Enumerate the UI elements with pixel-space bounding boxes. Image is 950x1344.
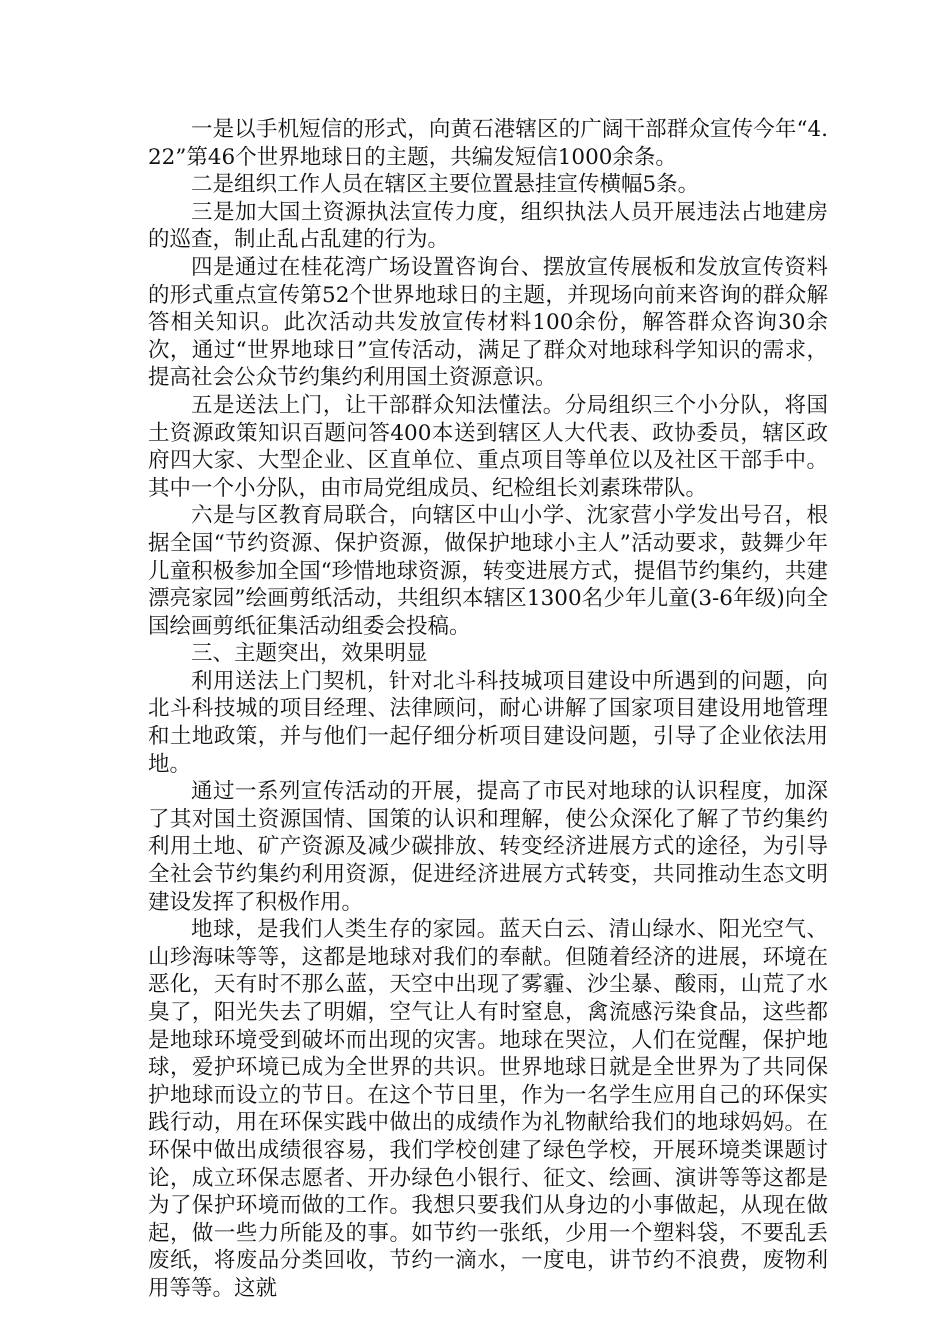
paragraph-education-bureau: 六是与区教育局联合，向辖区中山小学、沈家营小学发出号召，根据全国“节约资源、保护资源，做保护地球小主人”活动要求，鼓舞少年儿童积极参加全国“珍惜地球资源，转变进展方式，提倡节约集约，共建漂亮家园”绘画剪纸活动，共组织本辖区1300名少年儿童(3-6年级)向全国绘画剪纸征集活动组委会投稿。 xyxy=(148,503,828,639)
paragraph-earth-essay: 地球，是我们人类生存的家园。蓝天白云、清山绿水、阳光空气、山珍海味等等，这都是地球对我们的奉献。但随着经济的进展，环境在恶化，天有时不那么蓝，天空中出现了雾霾、沙尘暴、酸雨，山荒了水臭了，阳光失去了明媚，空气让人有时窒息，禽流感污染食品，这些都是地球环境受到破坏而出现的灾害。地球在哭泣，人们在觉醒，保护地球，爱护环境已成为全世界的共识。世界地球日就是全世界为了共同保护地球而设立的节日。在这个节日里，作为一名学生应用自己的环保实践行动，用在环保实践中做出的成绩作为礼物献给我们的地球妈妈。在环保中做出成绩很容易，我们学校创建了绿色学校，开展环境类课题讨论，成立环保志愿者、开办绿色小银行、征文、绘画、演讲等等这都是为了保护环境而做的工作。我想只要我们从身边的小事做起，从现在做起，做一些力所能及的事。如节约一张纸，少用一个塑料袋，不要乱丢废纸，将废品分类回收，节约一滴水，一度电，讲节约不浪费，废物利用等等。这就 xyxy=(148,917,828,1301)
paragraph-law-enforcement: 三是加大国土资源执法宣传力度，组织执法人员开展违法占地建房的巡查，制止乱占乱建的行为。 xyxy=(148,199,828,253)
paragraph-beidou-project: 利用送法上门契机，针对北斗科技城项目建设中所遇到的问题，向北斗科技城的项目经理、法律顾问，耐心讲解了国家项目建设用地管理和土地政策，并与他们一起仔细分析项目建设问题，引导了企业依法用地。 xyxy=(148,668,828,777)
section-heading: 三、主题突出，效果明显 xyxy=(191,641,428,667)
paragraph-summary: 通过一系列宣传活动的开展，提高了市民对地球的认识程度，加深了其对国土资源国情、国策的认识和理解，使公众深化了解了节约集约利用土地、矿产资源及减少碳排放、转变经济进展方式的途径，为引导全社会节约集约利用资源，促进经济进展方式转变，共同推动生态文明建设发挥了积极作用。 xyxy=(148,779,828,915)
paragraph-sms-campaign: 一是以手机短信的形式，向黄石港辖区的广阔干部群众宣传今年“4.22”第46个世界地球日的主题，共编发短信1000余条。 xyxy=(148,117,828,170)
document-page xyxy=(148,116,828,1303)
paragraph-banners: 二是组织工作人员在辖区主要位置悬挂宣传横幅5条。 xyxy=(191,172,700,198)
paragraph-law-delivery: 五是送法上门，让干部群众知法懂法。分局组织三个小分队，将国土资源政策知识百题问答400本送到辖区人大代表、政协委员，辖区政府四大家、大型企业、区直单位、重点项目等单位以及社区干部手中。其中一个小分队，由市局党组成员、纪检组长刘素珠带队。 xyxy=(148,392,828,501)
paragraph-consultation-desk: 四是通过在桂花湾广场设置咨询台、摆放宣传展板和发放宣传资料的形式重点宣传第52个世界地球日的主题，并现场向前来咨询的群众解答相关知识。此次活动共发放宣传材料100余份，解答群众咨询30余次，通过“世界地球日”宣传活动，满足了群众对地球科学知识的需求，提高社会公众节约集约利用国土资源意识。 xyxy=(148,254,828,391)
